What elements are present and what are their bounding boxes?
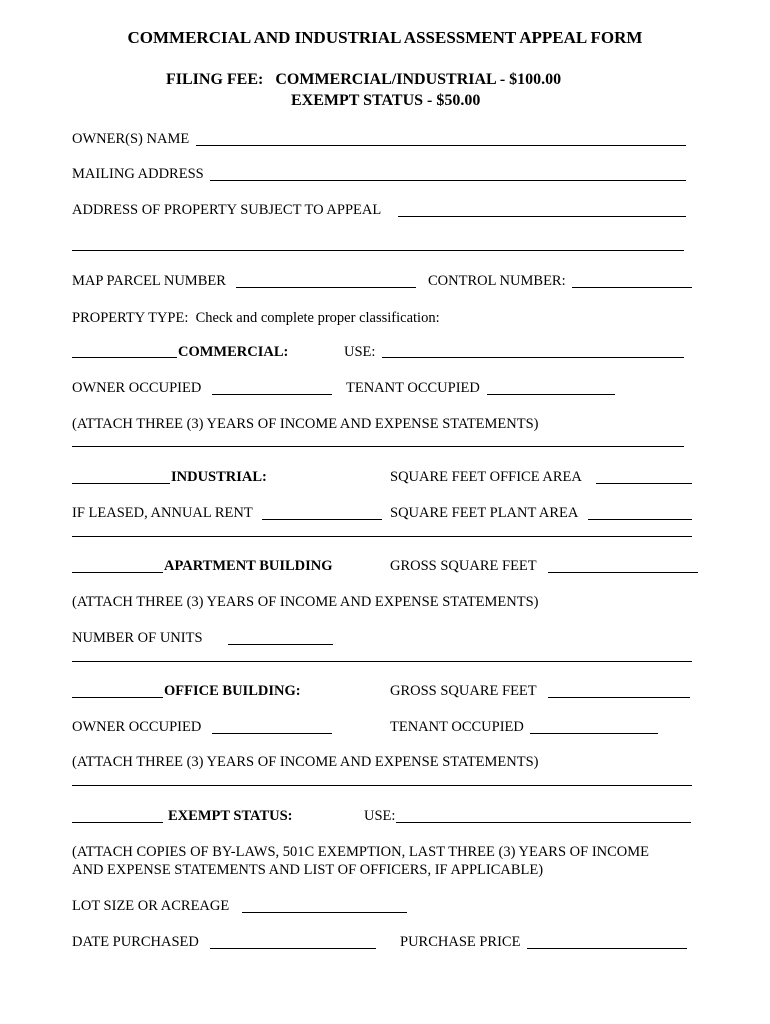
mailing-address-field[interactable] [210,180,686,181]
commercial-owner-occupied-field[interactable] [212,394,332,395]
office-building-checkbox-line[interactable] [72,697,163,698]
commercial-tenant-occupied-field[interactable] [487,394,615,395]
date-purchased-label: DATE PURCHASED [72,934,199,950]
property-address-field[interactable] [398,216,686,217]
filing-fee-line: FILING FEE: COMMERCIAL/INDUSTRIAL - $100.00 [166,71,562,88]
lot-size-field[interactable] [242,912,407,913]
office-gross-sqft-label: GROSS SQUARE FEET [390,683,537,699]
lot-size-label: LOT SIZE OR ACREAGE [72,898,230,914]
section-divider [72,536,692,537]
commercial-label: COMMERCIAL: [178,344,289,360]
apartment-gross-sqft-field[interactable] [548,572,698,573]
commercial-attach-note: (ATTACH THREE (3) YEARS OF INCOME AND EXPENSE STATEMENTS) [72,416,539,432]
commercial-use-label: USE: [344,344,376,360]
commercial-tenant-occupied-label: TENANT OCCUPIED [346,380,480,396]
owner-name-label: OWNER(S) NAME [72,131,190,147]
control-number-label: CONTROL NUMBER: [428,273,566,289]
form-title: COMMERCIAL AND INDUSTRIAL ASSESSMENT APPEAL FORM [127,28,643,47]
mailing-address-label: MAILING ADDRESS [72,166,204,182]
map-parcel-label: MAP PARCEL NUMBER [72,273,226,289]
apartment-label: APARTMENT BUILDING [164,558,333,574]
apartment-attach-note: (ATTACH THREE (3) YEARS OF INCOME AND EXPENSE STATEMENTS) [72,594,539,610]
section-divider [72,446,684,447]
annual-rent-field[interactable] [262,519,382,520]
annual-rent-label: IF LEASED, ANNUAL RENT [72,505,253,521]
purchase-price-field[interactable] [527,948,687,949]
office-area-field[interactable] [596,483,692,484]
office-area-label: SQUARE FEET OFFICE AREA [390,469,582,485]
purchase-price-label: PURCHASE PRICE [400,934,521,950]
office-gross-sqft-field[interactable] [548,697,690,698]
property-address-field-line2[interactable] [72,250,684,251]
owner-name-field[interactable] [196,145,686,146]
apartment-gross-sqft-label: GROSS SQUARE FEET [390,558,537,574]
plant-area-field[interactable] [588,519,692,520]
commercial-owner-occupied-label: OWNER OCCUPIED [72,380,202,396]
number-of-units-label: NUMBER OF UNITS [72,630,203,646]
office-owner-occupied-label: OWNER OCCUPIED [72,719,202,735]
plant-area-label: SQUARE FEET PLANT AREA [390,505,579,521]
apartment-checkbox-line[interactable] [72,572,163,573]
industrial-checkbox-line[interactable] [72,483,170,484]
office-building-label: OFFICE BUILDING: [164,683,301,699]
exempt-use-label: USE: [364,808,396,824]
commercial-use-field[interactable] [382,357,684,358]
exempt-checkbox-line[interactable] [72,822,163,823]
property-address-label: ADDRESS OF PROPERTY SUBJECT TO APPEAL [72,202,382,218]
exempt-attach-note-line1: (ATTACH COPIES OF BY-LAWS, 501C EXEMPTION, LAST THREE (3) YEARS OF INCOME [72,844,650,860]
date-purchased-field[interactable] [210,948,376,949]
control-number-field[interactable] [572,287,692,288]
exempt-attach-note-line2: AND EXPENSE STATEMENTS AND LIST OF OFFICERS, IF APPLICABLE) [72,862,544,878]
exempt-use-field[interactable] [396,822,691,823]
commercial-checkbox-line[interactable] [72,357,177,358]
office-tenant-occupied-label: TENANT OCCUPIED [390,719,524,735]
section-divider [72,661,692,662]
property-type-instruction: PROPERTY TYPE: Check and complete proper classification: [72,310,440,326]
office-tenant-occupied-field[interactable] [530,733,658,734]
office-attach-note: (ATTACH THREE (3) YEARS OF INCOME AND EXPENSE STATEMENTS) [72,754,539,770]
number-of-units-field[interactable] [228,644,333,645]
office-owner-occupied-field[interactable] [212,733,332,734]
section-divider [72,785,692,786]
exempt-status-label: EXEMPT STATUS: [168,808,293,824]
industrial-label: INDUSTRIAL: [171,469,267,485]
map-parcel-field[interactable] [236,287,416,288]
exempt-fee-line: EXEMPT STATUS - $50.00 [291,92,481,109]
